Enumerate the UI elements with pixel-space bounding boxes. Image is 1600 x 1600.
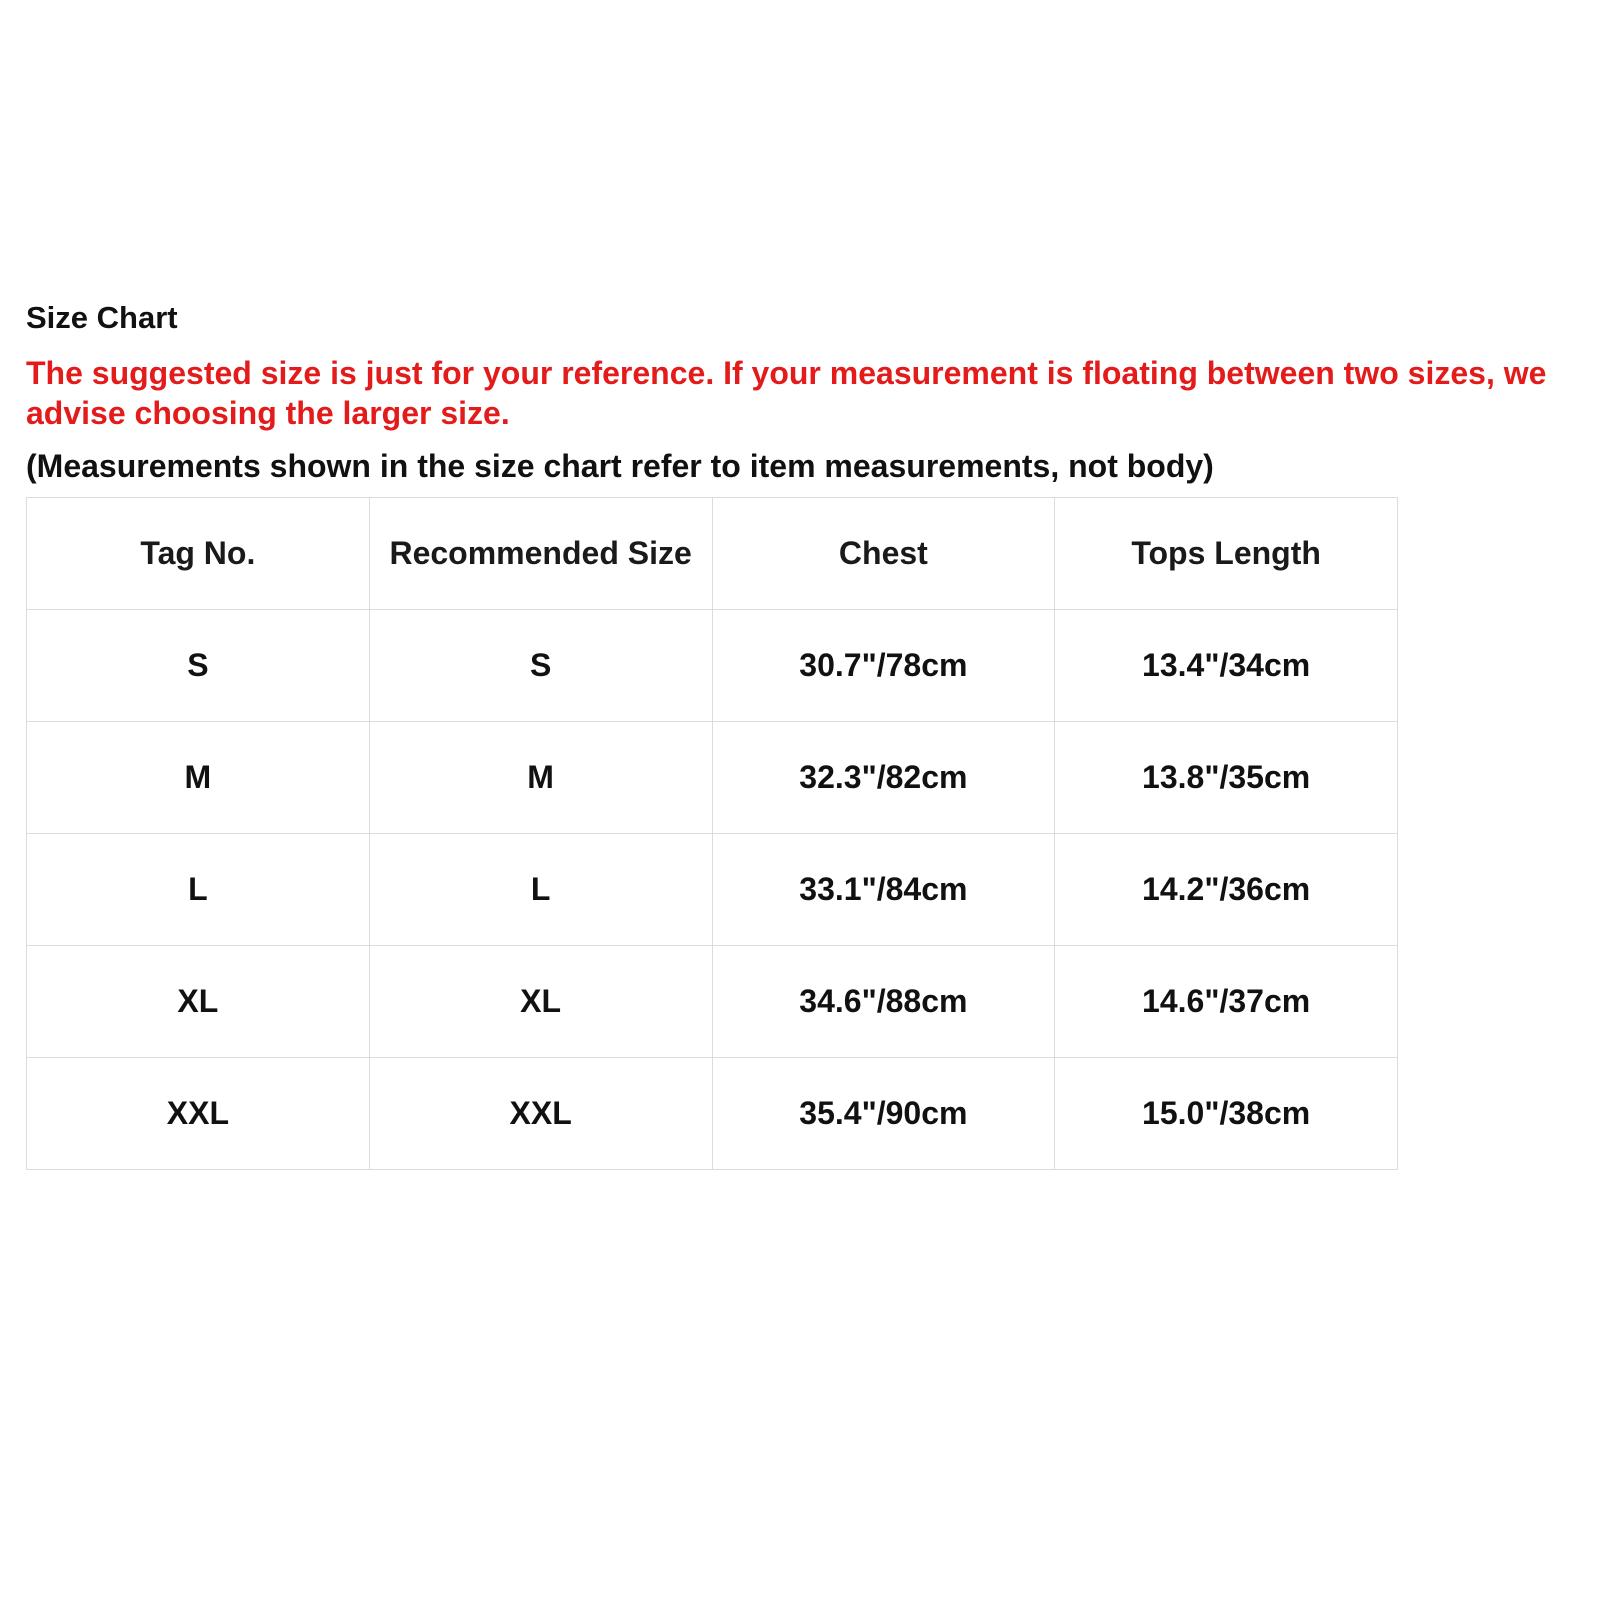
cell-tops-length: 14.6"/37cm: [1055, 946, 1398, 1058]
header-chest: Chest: [712, 498, 1055, 610]
cell-tag-no: M: [27, 722, 370, 834]
size-advice-notice: [26, 353, 1600, 435]
cell-tops-length: 14.2"/36cm: [1055, 834, 1398, 946]
cell-chest: 35.4"/90cm: [712, 1058, 1055, 1170]
page-title: Size Chart: [26, 300, 178, 335]
cell-chest: 32.3"/82cm: [712, 722, 1055, 834]
table-row: [27, 946, 1398, 1058]
cell-chest: 34.6"/88cm: [712, 946, 1055, 1058]
cell-tag-no: L: [27, 834, 370, 946]
cell-tops-length: 15.0"/38cm: [1055, 1058, 1398, 1170]
table-header-row: [27, 498, 1398, 610]
cell-tops-length: 13.8"/35cm: [1055, 722, 1398, 834]
cell-recommended-size: L: [369, 834, 712, 946]
cell-tag-no: XXL: [27, 1058, 370, 1170]
size-chart-table: [26, 497, 1398, 1170]
table-row: [27, 834, 1398, 946]
cell-chest: 30.7"/78cm: [712, 610, 1055, 722]
cell-tag-no: XL: [27, 946, 370, 1058]
notice-line-2: advise choosing the larger size.: [26, 395, 510, 431]
cell-tag-no: S: [27, 610, 370, 722]
measurement-note: (Measurements shown in the size chart refer to item measurements, not body): [26, 448, 1214, 484]
table-row: [27, 722, 1398, 834]
cell-recommended-size: XL: [369, 946, 712, 1058]
cell-recommended-size: S: [369, 610, 712, 722]
table-row: [27, 610, 1398, 722]
cell-recommended-size: XXL: [369, 1058, 712, 1170]
header-tops-length: Tops Length: [1055, 498, 1398, 610]
cell-tops-length: 13.4"/34cm: [1055, 610, 1398, 722]
table-row: [27, 1058, 1398, 1170]
cell-chest: 33.1"/84cm: [712, 834, 1055, 946]
notice-line-1: The suggested size is just for your reference. If your measurement is floating between two sizes, we: [26, 355, 1547, 391]
header-recommended-size: Recommended Size: [369, 498, 712, 610]
cell-recommended-size: M: [369, 722, 712, 834]
header-tag-no: Tag No.: [27, 498, 370, 610]
